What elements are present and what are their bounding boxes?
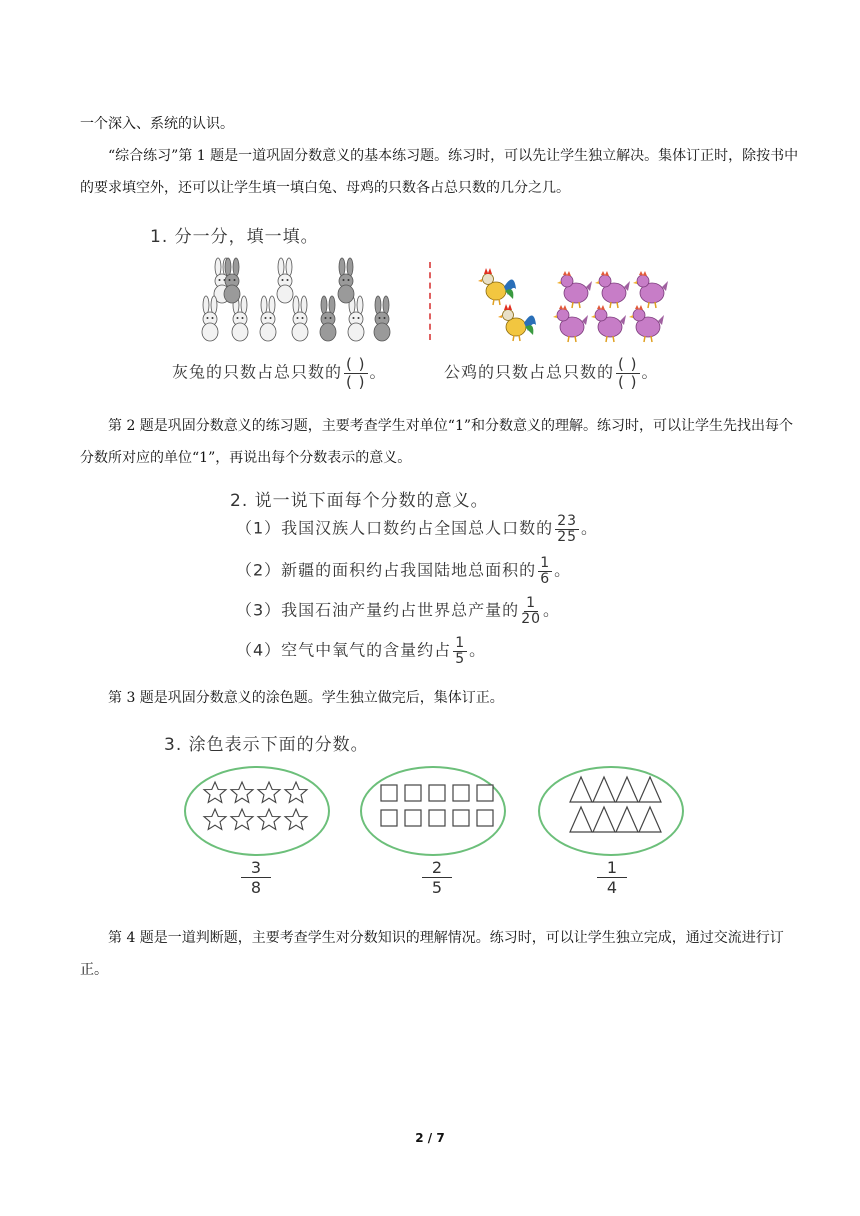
triangle-icon[interactable]: [639, 807, 661, 832]
end-mark: 。: [369, 362, 387, 382]
blank-denominator: ( ): [346, 372, 366, 391]
page-number: 2 / 7: [415, 1131, 445, 1145]
fraction: [453, 636, 467, 666]
star-icon[interactable]: [231, 782, 253, 803]
triangle-icon[interactable]: [616, 807, 638, 832]
square-icon[interactable]: [453, 785, 469, 801]
denominator: 5: [455, 650, 466, 667]
answer-blank-fraction[interactable]: [344, 356, 367, 390]
item-text: （3）我国石油产量约占世界总产量的: [236, 600, 520, 620]
square-icon[interactable]: [381, 810, 397, 826]
paragraph-intro-end: 一个深入、系统的认识。: [80, 116, 234, 132]
exercise-2-title: 2. 说一说下面每个分数的意义。: [230, 491, 489, 511]
paragraph-exercise-4-notes: 第 4 题是一道判断题，主要考查学生对分数知识的理解情况。练习时，可以让学生独立完成，通过交流进行订正。: [80, 930, 784, 978]
stars-fraction: [241, 858, 271, 897]
end-mark: 。: [469, 640, 487, 660]
fraction: [521, 596, 541, 626]
square-icon[interactable]: [405, 785, 421, 801]
paragraph-exercise-1-notes: “综合练习”第 1 题是一道巩固分数意义的基本练习题。练习时，可以先让学生独立解决。集体订正时，除按书中的要求填空外，还可以让学生填一填白兔、母鸡的只数各占总只数的几分之几。: [80, 148, 799, 196]
fraction: [555, 514, 579, 544]
exercise-3-title: 3. 涂色表示下面的分数。: [164, 735, 369, 755]
denominator: 20: [521, 610, 542, 627]
hen-icon: [557, 271, 592, 308]
square-icon[interactable]: [405, 810, 421, 826]
item-text: （1）我国汉族人口数约占全国总人口数的: [236, 518, 554, 538]
denominator: 6: [540, 570, 551, 587]
denominator: 5: [431, 878, 443, 897]
white-rabbit-icon: [277, 258, 293, 303]
exercise-1-title: 1. 分一分，填一填。: [150, 227, 319, 247]
rooster-icon: [478, 268, 516, 305]
white-rabbit-icon: [348, 296, 364, 341]
triangle-icon[interactable]: [570, 777, 592, 802]
triangle-icon[interactable]: [639, 777, 661, 802]
exercise-2-item: [236, 556, 571, 586]
hen-icon: [591, 305, 626, 342]
square-icon[interactable]: [477, 785, 493, 801]
blank-denominator: ( ): [618, 372, 638, 391]
end-mark: 。: [554, 560, 572, 580]
rooster-icon: [498, 304, 536, 341]
denominator: 4: [606, 878, 618, 897]
denominator: 25: [557, 528, 578, 545]
exercise-2-item: [236, 514, 598, 544]
fraction: [538, 556, 552, 586]
gray-rabbit-icon: [320, 296, 336, 341]
end-mark: 。: [581, 518, 599, 538]
blank-numerator: ( ): [618, 355, 638, 373]
triangle-icon[interactable]: [570, 807, 592, 832]
star-icon[interactable]: [258, 809, 280, 830]
hen-icon: [629, 305, 664, 342]
square-icon[interactable]: [429, 810, 445, 826]
rooster-question-text: 公鸡的只数占总只数的: [444, 362, 615, 382]
numerator: 1: [540, 555, 551, 571]
numerator: 1: [597, 858, 627, 878]
square-icon[interactable]: [477, 810, 493, 826]
triangle-icon[interactable]: [593, 807, 615, 832]
numerator: 1: [455, 635, 466, 651]
squares-fraction: [422, 858, 452, 897]
triangles-fraction: [597, 858, 627, 897]
exercise-3-shapes: [0, 766, 860, 866]
star-icon[interactable]: [258, 782, 280, 803]
exercise-2-item: [236, 596, 560, 626]
star-icon[interactable]: [204, 809, 226, 830]
numerator: 1: [526, 595, 537, 611]
square-icon[interactable]: [381, 785, 397, 801]
gray-rabbit-question-text: 灰兔的只数占总只数的: [172, 362, 343, 382]
white-rabbit-icon: [202, 296, 218, 341]
hen-icon: [595, 271, 630, 308]
section-divider: [429, 262, 431, 340]
paragraph-exercise-3-notes: 第 3 题是巩固分数意义的涂色题。学生独立做完后，集体订正。: [108, 690, 504, 706]
numerator: 2: [422, 858, 452, 878]
end-mark: 。: [543, 600, 561, 620]
paragraph-exercise-2-notes: 第 2 题是巩固分数意义的练习题，主要考查学生对单位“1”和分数意义的理解。练习时，可以让学生先找出每个分数所对应的单位“1”，再说出每个分数表示的意义。: [80, 418, 794, 466]
star-icon[interactable]: [231, 809, 253, 830]
gray-rabbit-icon: [338, 258, 354, 303]
white-rabbit-icon: [292, 296, 308, 341]
gray-rabbit-question: [172, 356, 387, 390]
rooster-question: [444, 356, 659, 390]
gray-rabbit-icon: [374, 296, 390, 341]
item-text: （4）空气中氧气的含量约占: [236, 640, 452, 660]
star-icon[interactable]: [285, 809, 307, 830]
exercise-2-item: [236, 636, 486, 666]
triangle-icon[interactable]: [616, 777, 638, 802]
numerator: 3: [241, 858, 271, 878]
star-icon[interactable]: [204, 782, 226, 803]
hen-icon: [553, 305, 588, 342]
square-icon[interactable]: [453, 810, 469, 826]
denominator: 8: [250, 878, 262, 897]
numerator: 23: [557, 513, 578, 529]
hen-icon: [633, 271, 668, 308]
star-icon[interactable]: [285, 782, 307, 803]
square-icon[interactable]: [429, 785, 445, 801]
gray-rabbit-icon: [224, 258, 240, 303]
blank-numerator: ( ): [346, 355, 366, 373]
end-mark: 。: [641, 362, 659, 382]
item-text: （2）新疆的面积约占我国陆地总面积的: [236, 560, 537, 580]
triangle-icon[interactable]: [593, 777, 615, 802]
white-rabbit-icon: [260, 296, 276, 341]
answer-blank-fraction[interactable]: [616, 356, 639, 390]
